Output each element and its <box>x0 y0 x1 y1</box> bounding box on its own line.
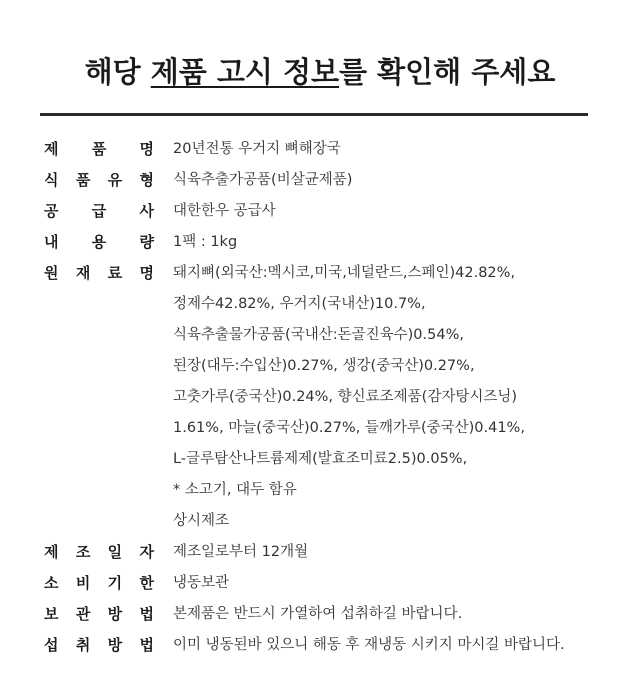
info-label-char: 방 <box>107 636 123 654</box>
info-value-line: 상시제조 <box>173 513 230 529</box>
info-label-char: 유 <box>107 171 123 189</box>
info-value-line: 1.61%, 마늘(중국산)0.27%, 들깨가루(중국산)0.41%, <box>173 420 525 436</box>
info-label <box>44 537 154 568</box>
info-value <box>173 165 624 196</box>
info-value <box>173 599 624 630</box>
info-row <box>44 630 624 661</box>
info-label-char: 조 <box>75 543 91 561</box>
info-value-line: 식육추출물가공품(국내산:돈골진육수)0.54%, <box>173 327 464 343</box>
info-value-line: 본제품은 반드시 가열하여 섭취하길 바랍니다. <box>173 606 463 622</box>
info-label-char: 방 <box>107 605 123 623</box>
page-title <box>0 50 640 91</box>
info-value <box>173 258 624 537</box>
info-label-char: 사 <box>139 202 154 220</box>
info-value-line: 1팩 : 1kg <box>173 234 238 250</box>
info-label <box>44 599 154 630</box>
info-label <box>44 568 154 599</box>
info-label-char: 원 <box>44 264 59 282</box>
info-label-char: 소 <box>44 574 59 592</box>
info-value-line: * 소고기, 대두 함유 <box>173 482 297 498</box>
info-label-char: 형 <box>139 171 154 189</box>
info-label-char: 제 <box>44 140 59 158</box>
info-label-char: 섭 <box>44 636 59 654</box>
info-label-char: 내 <box>44 233 59 251</box>
info-label-char: 관 <box>75 605 91 623</box>
info-value <box>173 134 624 165</box>
info-label-char: 명 <box>139 140 154 158</box>
title-part2: 를 확인해 주세요 <box>339 55 556 89</box>
info-label <box>44 165 154 196</box>
info-row <box>44 227 624 258</box>
info-value-line: 대한한우 공급사 <box>173 203 276 219</box>
info-label-char: 명 <box>139 264 154 282</box>
info-label-char: 량 <box>139 233 154 251</box>
info-label <box>44 227 154 258</box>
info-row <box>44 196 624 227</box>
info-value-line: 정제수42.82%, 우거지(국내산)10.7%, <box>173 296 426 312</box>
info-label-char: 법 <box>139 605 154 623</box>
info-value <box>173 630 624 661</box>
info-label-char: 자 <box>139 543 154 561</box>
info-value <box>173 568 624 599</box>
info-row <box>44 599 624 630</box>
info-value <box>173 537 624 568</box>
info-value-line: 고춧가루(중국산)0.24%, 향신료조제품(감자탕시즈닝) <box>173 389 518 405</box>
info-label-char: 료 <box>107 264 123 282</box>
info-label-char: 품 <box>91 140 107 158</box>
info-label-char: 비 <box>75 574 91 592</box>
info-value-line: 냉동보관 <box>173 575 230 591</box>
info-label-char: 제 <box>44 543 59 561</box>
info-label-char: 공 <box>44 202 59 220</box>
info-value-line: L-글루탐산나트륨제제(발효조미료2.5)0.05%, <box>173 451 468 467</box>
info-value-line: 식육추출가공품(비살균제품) <box>173 172 353 188</box>
info-label-char: 일 <box>107 543 123 561</box>
info-value-line: 20년전통 우거지 뼈해장국 <box>173 141 341 157</box>
info-label-char: 용 <box>91 233 107 251</box>
info-value <box>173 227 624 258</box>
info-label-char: 보 <box>44 605 59 623</box>
info-label-char: 기 <box>107 574 123 592</box>
info-value <box>173 196 624 227</box>
info-label-char: 한 <box>139 574 154 592</box>
info-label-char: 급 <box>91 202 107 220</box>
info-label-char: 재 <box>75 264 91 282</box>
info-row <box>44 568 624 599</box>
info-label <box>44 258 154 289</box>
info-label <box>44 134 154 165</box>
info-value-line: 돼지뼈(외국산:멕시코,미국,네덜란드,스페인)42.82%, <box>173 265 516 281</box>
info-label-char: 식 <box>44 171 59 189</box>
info-row <box>44 134 624 165</box>
info-row <box>44 537 624 568</box>
info-label-char: 품 <box>75 171 91 189</box>
title-divider <box>40 113 588 116</box>
info-value-line: 이미 냉동된바 있으니 해동 후 재냉동 시키지 마시길 바랍니다. <box>173 637 565 653</box>
info-label-char: 취 <box>75 636 91 654</box>
title-underlined: 제품 고시 정보 <box>150 55 340 89</box>
info-value-line: 된장(대두:수입산)0.27%, 생강(중국산)0.27%, <box>173 358 475 374</box>
info-value-line: 제조일로부터 12개월 <box>173 544 309 560</box>
info-row <box>44 258 624 537</box>
info-row <box>44 165 624 196</box>
title-part1: 해당 <box>84 55 151 89</box>
product-info-table <box>44 134 624 661</box>
info-label-char: 법 <box>139 636 154 654</box>
info-label <box>44 196 154 227</box>
info-label <box>44 630 154 661</box>
